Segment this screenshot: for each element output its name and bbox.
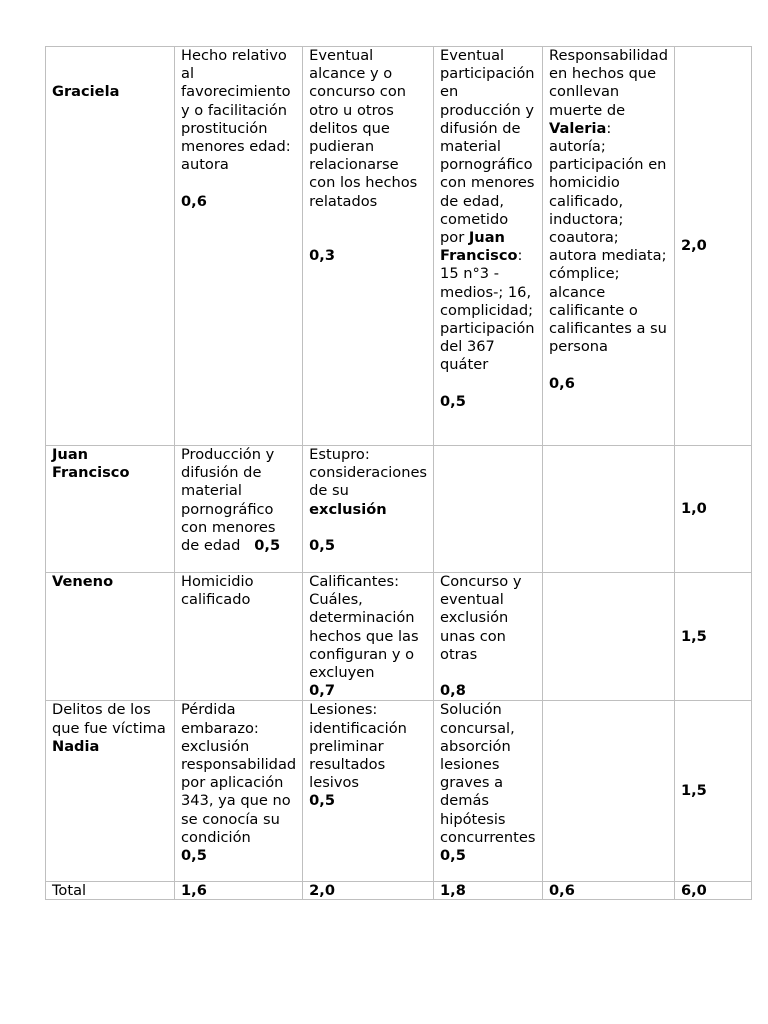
row-total: 1,5: [680, 627, 707, 645]
criterion-text: Responsabilidad en hechos que conllevan muerte de: [549, 47, 668, 119]
row-total: 2,0: [680, 236, 707, 254]
criterion-person: Juan Francisco: [440, 229, 518, 265]
criterion-cell: [303, 47, 434, 446]
column-total: 0,6: [549, 882, 575, 900]
row-total-cell: [674, 573, 751, 701]
criterion-text: Lesiones: identificación preliminar resultados lesivos: [309, 701, 407, 792]
criterion-cell: [543, 47, 675, 446]
criterion-text: Calificantes: Cuáles, determinación hechos que las configuran y o excluyen: [309, 573, 419, 682]
criterion-cell: [303, 446, 434, 573]
criterion-cell: [303, 701, 434, 882]
row-label: Nadia: [52, 737, 100, 755]
criterion-text: Pérdida embarazo: exclusión responsabilidad por aplicación 343, ya que no se conocía su condición: [181, 701, 297, 846]
criterion-score: 0,5: [309, 792, 336, 810]
criterion-emphasis: exclusión: [309, 500, 387, 518]
row-label-cell: [46, 573, 175, 701]
criterion-text: Homicidio calificado: [181, 573, 254, 609]
criterion-cell-empty: [543, 701, 675, 882]
row-label: Graciela: [52, 83, 120, 100]
total-value-cell: [434, 882, 543, 900]
total-value-cell: [175, 882, 303, 900]
criterion-score: 0,5: [309, 537, 336, 554]
criterion-score: 0,7: [309, 682, 336, 700]
criterion-text: Producción y difusión de material pornográfico con menores de edad: [181, 446, 276, 555]
row-label-cell: [46, 446, 175, 573]
criterion-cell-empty: [434, 446, 543, 573]
criterion-cell: [175, 446, 303, 573]
criterion-score: 0,8: [440, 682, 466, 700]
total-label: Total: [52, 882, 87, 900]
table-row-total: [46, 882, 752, 900]
grand-total-cell: [674, 882, 751, 900]
criterion-cell: [434, 701, 543, 882]
row-total-cell: [674, 446, 751, 573]
criterion-cell-empty: [543, 573, 675, 701]
table-row-juan-francisco: [46, 446, 752, 573]
criterion-text: : autoría; participación en homicidio calificado, inductora; coautora; autora mediata; cómplice; alcance calificante o calificantes a su persona: [549, 119, 667, 356]
table-row-veneno: [46, 573, 752, 701]
criterion-text: Concurso y eventual exclusión unas con otras: [440, 573, 522, 663]
criterion-score: 0,6: [549, 374, 575, 392]
row-total: 1,5: [680, 782, 707, 800]
grading-table: [45, 46, 752, 900]
row-label-cell: [46, 701, 175, 882]
total-value-cell: [543, 882, 675, 900]
criterion-text: Solución concursal, absorción lesiones graves a demás hipótesis concurrentes: [440, 701, 536, 846]
criterion-score: 0,5: [440, 392, 466, 410]
criterion-cell: [175, 701, 303, 882]
criterion-text: Hecho relativo al favorecimiento y o facilitación prostitución menores edad: autora: [181, 47, 291, 174]
criterion-text: Eventual participación en producción y difusión de material pornográfico con menores de edad, cometido por: [440, 47, 535, 247]
row-total-cell: [674, 47, 751, 446]
criterion-cell: [303, 573, 434, 701]
criterion-score: 0,6: [181, 192, 207, 210]
criterion-text: Eventual alcance y o concurso con otro u otros delitos que pudieran relacionarse con los hechos relatados: [309, 47, 418, 210]
criterion-score: 0,3: [309, 247, 336, 265]
grand-total: 6,0: [680, 882, 707, 900]
row-total: 1,0: [680, 499, 707, 517]
row-total-cell: [674, 701, 751, 882]
criterion-cell: [434, 573, 543, 701]
column-total: 2,0: [309, 882, 336, 900]
column-total: 1,6: [181, 882, 207, 900]
criterion-cell: [175, 573, 303, 701]
row-label-text: Delitos de los que fue víctima: [52, 701, 166, 737]
criterion-cell: [434, 47, 543, 446]
total-value-cell: [303, 882, 434, 900]
criterion-score: 0,5: [440, 847, 466, 865]
criterion-cell-empty: [543, 446, 675, 573]
column-total: 1,8: [440, 882, 466, 900]
table-row-graciela: [46, 47, 752, 446]
table-row-nadia: [46, 701, 752, 882]
total-label-cell: [46, 882, 175, 900]
criterion-score: 0,5: [181, 847, 207, 865]
criterion-text: : 15 n°3 -medios-; 16, complicidad; participación del 367 quáter: [440, 247, 535, 374]
criterion-text: Estupro: consideraciones de su: [309, 446, 428, 500]
row-label-cell: [46, 47, 175, 446]
criterion-person: Valeria: [549, 119, 607, 137]
row-label: Veneno: [52, 573, 114, 590]
criterion-cell: [175, 47, 303, 446]
criterion-score: 0,5: [254, 537, 281, 555]
row-label: Juan Francisco: [52, 446, 130, 482]
